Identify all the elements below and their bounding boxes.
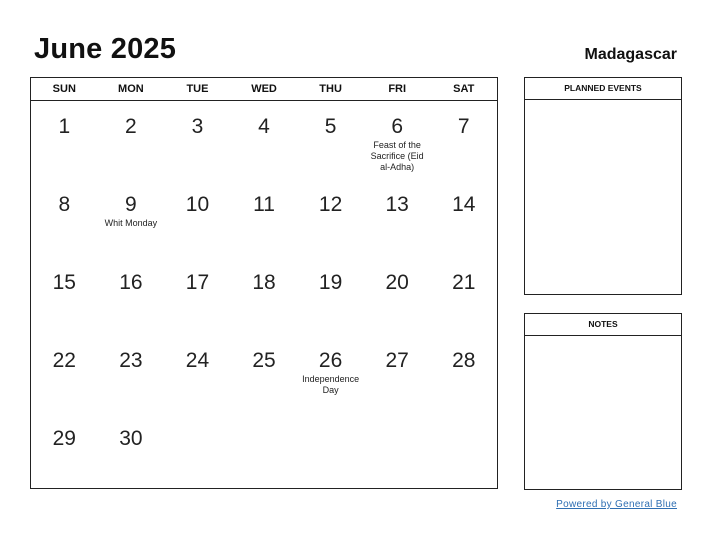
day-cell xyxy=(231,335,298,413)
holiday-label: Independence Day xyxy=(302,374,360,395)
day-cell xyxy=(98,335,165,413)
day-cell xyxy=(430,335,497,413)
day-number: 19 xyxy=(318,271,343,294)
day-cell xyxy=(164,413,231,491)
day-number: 6 xyxy=(391,115,404,138)
day-number: 7 xyxy=(457,115,470,138)
day-number: 21 xyxy=(452,271,476,294)
day-number: 10 xyxy=(185,193,210,216)
calendar-weeks xyxy=(31,101,497,491)
day-cell xyxy=(31,179,98,257)
day-number: 12 xyxy=(318,193,343,216)
week-row xyxy=(31,335,497,413)
day-number: 17 xyxy=(185,271,210,294)
day-cell xyxy=(297,257,364,335)
day-cell xyxy=(430,257,497,335)
day-number: 26 xyxy=(318,349,343,372)
day-number: 11 xyxy=(253,193,275,216)
week-row xyxy=(31,257,497,335)
day-cell xyxy=(164,257,231,335)
day-cell xyxy=(31,257,98,335)
day-cell xyxy=(430,101,497,179)
weekday-fri: FRI xyxy=(388,83,407,95)
day-cell xyxy=(364,413,431,491)
day-number: 8 xyxy=(58,193,71,216)
weekday-tue: TUE xyxy=(186,83,209,95)
powered-by-link[interactable]: Powered by General Blue xyxy=(556,499,677,510)
day-number: 23 xyxy=(119,349,143,372)
day-cell xyxy=(364,179,431,257)
day-number: 29 xyxy=(52,427,76,450)
day-cell xyxy=(364,257,431,335)
weekday-header-row xyxy=(31,78,497,101)
day-cell xyxy=(430,413,497,491)
weekday-sun: SUN xyxy=(52,83,76,95)
day-number: 27 xyxy=(385,349,409,372)
day-number: 24 xyxy=(185,349,210,372)
day-number: 3 xyxy=(191,115,204,138)
day-number: 1 xyxy=(58,115,71,138)
weekday-sat: SAT xyxy=(453,83,475,95)
week-row xyxy=(31,179,497,257)
planned-events-panel xyxy=(524,77,682,295)
day-cell xyxy=(231,101,298,179)
weekday-thu: THU xyxy=(319,83,342,95)
day-cell xyxy=(164,335,231,413)
day-number: 13 xyxy=(385,193,409,216)
day-cell xyxy=(231,413,298,491)
day-cell xyxy=(297,179,364,257)
day-cell xyxy=(31,101,98,179)
week-row xyxy=(31,413,497,491)
day-number: 18 xyxy=(252,271,276,294)
day-cell xyxy=(31,335,98,413)
day-cell xyxy=(297,101,364,179)
day-cell xyxy=(297,335,364,413)
day-cell xyxy=(430,179,497,257)
holiday-label: Feast of the Sacrifice (Eid al-Adha) xyxy=(370,140,424,172)
day-number: 22 xyxy=(52,349,76,372)
notes-panel xyxy=(524,313,682,490)
day-number: 9 xyxy=(125,193,137,216)
weekday-wed: WED xyxy=(251,83,277,95)
day-number: 16 xyxy=(119,271,143,294)
month-title: June 2025 xyxy=(34,33,177,65)
planned-events-heading: PLANNED EVENTS xyxy=(525,78,681,100)
day-cell xyxy=(364,335,431,413)
day-number: 20 xyxy=(385,271,409,294)
week-row xyxy=(31,101,497,179)
day-number: 14 xyxy=(452,193,476,216)
day-cell xyxy=(98,413,165,491)
day-cell xyxy=(98,101,165,179)
day-cell xyxy=(231,257,298,335)
day-number: 5 xyxy=(324,115,337,138)
day-number: 28 xyxy=(452,349,476,372)
day-number: 4 xyxy=(258,115,270,138)
day-cell xyxy=(364,101,431,179)
day-cell xyxy=(98,179,165,257)
day-cell xyxy=(164,101,231,179)
day-number: 30 xyxy=(119,427,143,450)
weekday-mon: MON xyxy=(118,83,144,95)
day-cell xyxy=(164,179,231,257)
day-number: 15 xyxy=(52,271,76,294)
notes-heading: NOTES xyxy=(525,314,681,336)
day-cell xyxy=(297,413,364,491)
day-cell xyxy=(231,179,298,257)
day-cell xyxy=(98,257,165,335)
day-number: 25 xyxy=(252,349,276,372)
holiday-label: Whit Monday xyxy=(104,218,158,228)
calendar-grid xyxy=(30,77,498,489)
country-label: Madagascar xyxy=(584,46,677,63)
day-cell xyxy=(31,413,98,491)
day-number: 2 xyxy=(125,115,137,138)
